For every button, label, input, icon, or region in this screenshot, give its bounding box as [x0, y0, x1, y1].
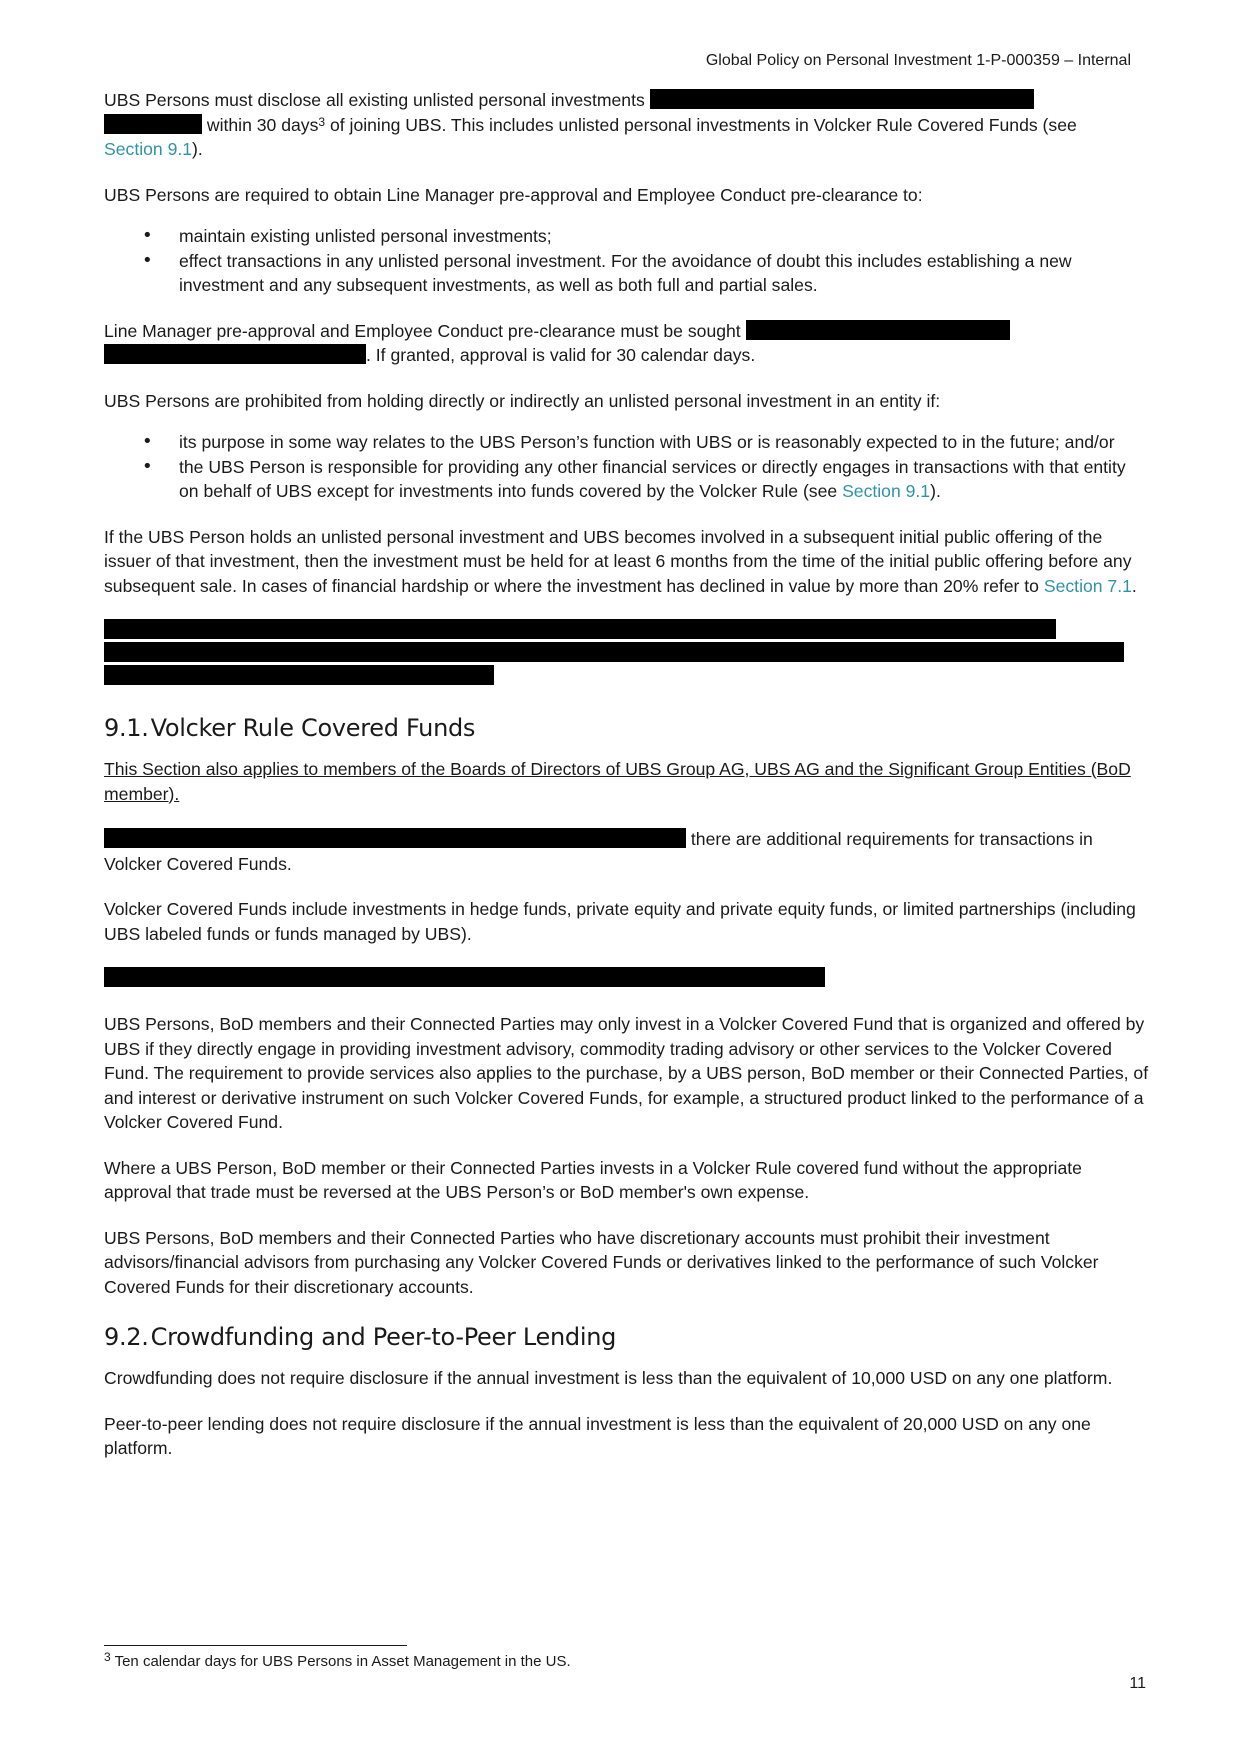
redaction-bar	[104, 828, 686, 848]
paragraph-preapproval: UBS Persons are required to obtain Line Manager pre-approval and Employee Conduct pre-clearance to:	[104, 184, 923, 205]
section-heading: 9.2.Crowdfunding and Peer-to-Peer Lending	[104, 1323, 617, 1351]
applies-note: This Section also applies to members of the Boards of Directors of UBS Group AG, UBS AG and the Significant Group Entities (BoD member).	[104, 759, 1131, 804]
section-link[interactable]: Section 9.1	[842, 481, 931, 501]
paragraph-volcker-discretionary: UBS Persons, BoD members and their Connected Parties who have discretionary accounts must prohibit their investment advisors/financial advisors from purchasing any Volcker Covered Funds or derivatives linked to the performance of such Volcker Covered Funds for their discretionary accounts.	[104, 1227, 1099, 1297]
redaction-bar	[104, 642, 1124, 662]
paragraph-clearance: Line Manager pre-approval and Employee Conduct pre-clearance must be sought . If granted, approval is valid for 30 calendar days.	[104, 319, 1149, 368]
redaction-bar	[746, 320, 1010, 340]
paragraph-prohibited: UBS Persons are prohibited from holding directly or indirectly an unlisted personal investment in an entity if:	[104, 390, 941, 411]
list-item: • its purpose in some way relates to the UBS Person’s function with UBS or is reasonably expected to in the future; and/or	[104, 430, 1149, 455]
bullet-list	[104, 224, 1149, 298]
redaction-bar	[104, 114, 202, 134]
redacted-paragraph	[104, 619, 1149, 685]
redaction-bar	[650, 89, 1034, 109]
redaction-bar	[104, 619, 1056, 639]
paragraph-crowdfunding: Crowdfunding does not require disclosure if the annual investment is less than the equivalent of 10,000 USD on any one platform.	[104, 1368, 1113, 1388]
paragraph-volcker-reversal: Where a UBS Person, BoD member or their Connected Parties invests in a Volcker Rule covered fund without the appropriate approval that trade must be reversed at the UBS Person’s or BoD member's own expense.	[104, 1157, 1082, 1202]
paragraph-volcker-funds: Volcker Covered Funds include investments in hedge funds, private equity and private equity funds, or limited partnerships (including UBS labeled funds or funds managed by UBS).	[104, 899, 1136, 944]
paragraph-ipo: If the UBS Person holds an unlisted personal investment and UBS becomes involved in a subsequent initial public offering of the issuer of that investment, then the investment must be held for at least 6 months from the time of the initial public offering before any subsequent sale. In cases of financial hardship or where the investment has declined in value by more than 20% refer to Section 7.1.	[104, 526, 1137, 596]
list-item: • maintain existing unlisted personal investments;	[104, 224, 1149, 249]
paragraph-disclosure: UBS Persons must disclose all existing unlisted personal investments within 30 days$^3$ of joining UBS. This includes unlisted personal investments in Volcker Rule Covered Funds (see Section 9.1).	[104, 90, 1077, 159]
list-item: • the UBS Person is responsible for providing any other financial services or directly engages in transactions with that entity on behalf of UBS except for investments into funds covered by the Volcker Rule (see Section 9.1).	[104, 455, 1149, 504]
page-header: Global Policy on Personal Investment 1-P-000359 – Internal	[705, 52, 1131, 69]
paragraph-volcker-requirements: there are additional requirements for transactions in Volcker Covered Funds.	[104, 829, 1093, 874]
paragraph-p2p: Peer-to-peer lending does not require disclosure if the annual investment is less than the equivalent of 20,000 USD on any one platform.	[104, 1413, 1091, 1458]
footnote-ref[interactable]: 3	[318, 114, 326, 129]
section-link[interactable]: Section 9.1	[104, 139, 193, 159]
redaction-bar	[104, 665, 494, 685]
redaction-bar	[104, 967, 825, 987]
footnote: $^3$ Ten calendar days for UBS Persons in Asset Management in the US.	[104, 1650, 571, 1670]
document-body	[104, 88, 1149, 1461]
page-number: 11	[1129, 1675, 1146, 1692]
section-heading: 9.1.Volcker Rule Covered Funds	[104, 714, 476, 742]
footnote-divider	[104, 1645, 407, 1646]
redaction-bar	[104, 344, 366, 364]
bullet-list	[104, 430, 1149, 504]
list-item: • effect transactions in any unlisted personal investment. For the avoidance of doubt this includes establishing a new investment and any subsequent investments, as well as both full and partial sales.	[104, 249, 1149, 298]
section-link[interactable]: Section 7.1	[1043, 575, 1132, 596]
paragraph-volcker-invest: UBS Persons, BoD members and their Connected Parties may only invest in a Volcker Covered Fund that is organized and offered by UBS if they directly engage in providing investment advisory, commodity trading advisory or other services to the Volcker Covered Fund. The requirement to provide services also applies to the purchase, by a UBS person, BoD member or their Connected Parties, of and interest or derivative instrument on such Volcker Covered Funds, for example, a structured product linked to the performance of a Volcker Covered Fund.	[104, 1014, 1149, 1132]
